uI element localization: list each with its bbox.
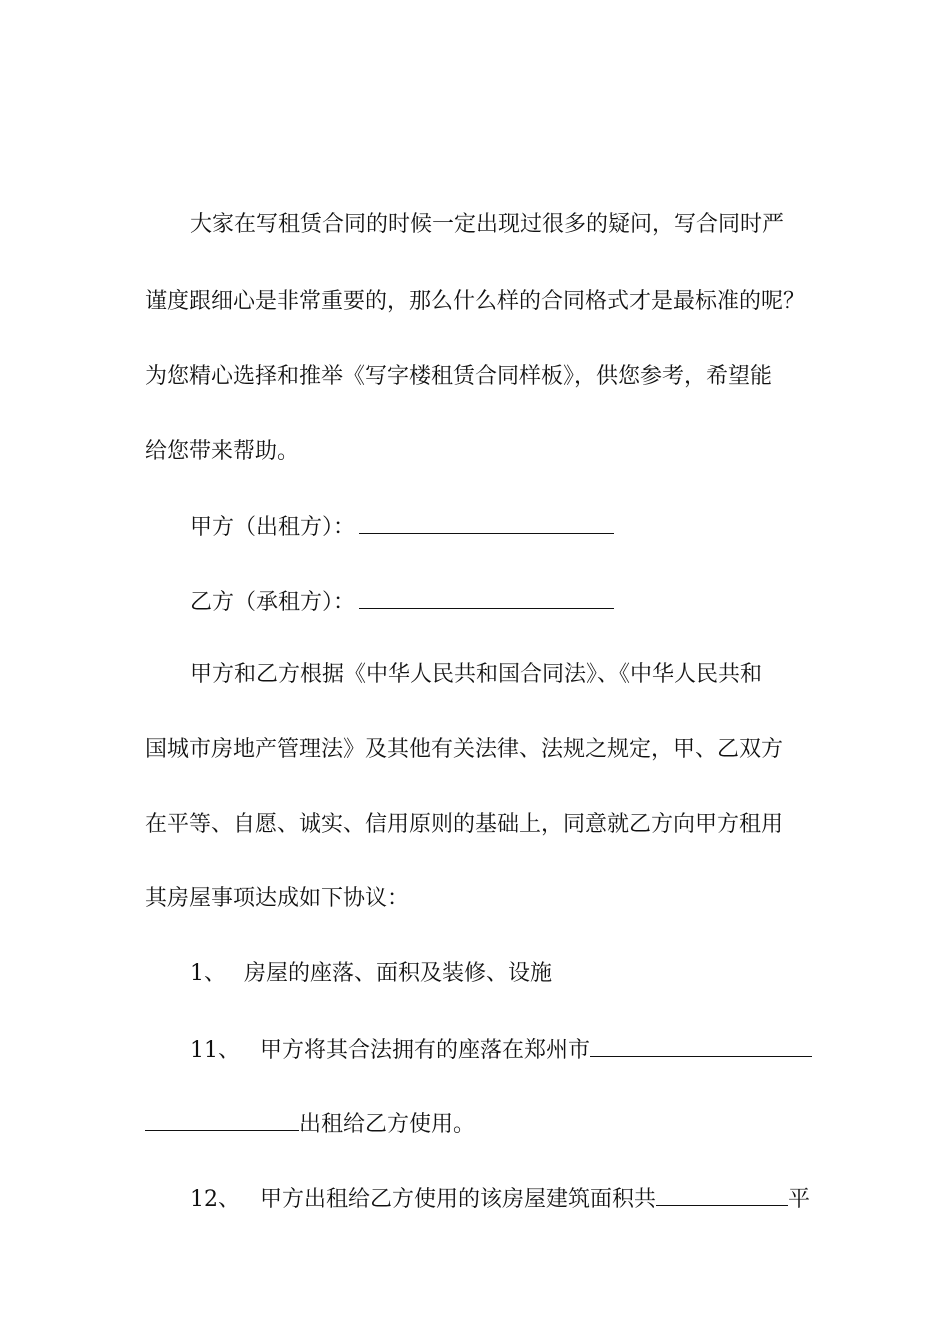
clause-11-number: 11、 <box>190 1038 240 1063</box>
party-b-row <box>190 586 870 618</box>
clause-11-line-1 <box>190 1034 870 1066</box>
clause-11-address-blank <box>590 1034 812 1057</box>
clause-11-text: 甲方将其合法拥有的座落在郑州市 <box>260 1038 591 1063</box>
section-1-number: 1、 <box>190 961 226 986</box>
intro-line-3: 为您精心选择和推举《写字楼租赁合同样板》，供您参考，希望能 <box>145 364 773 389</box>
party-a-label: 甲方（出租方）： <box>190 515 356 540</box>
clause-12-number: 12、 <box>190 1187 240 1212</box>
clause-11-text-after: 出租给乙方使用。 <box>299 1112 476 1137</box>
basis-line-3: 在平等、自愿、诚实、信用原则的基础上，同意就乙方向甲方租用 <box>145 812 784 837</box>
basis-line-2: 国城市房地产管理法》及其他有关法律、法规之规定，甲、乙双方 <box>145 737 784 762</box>
clause-12-text-after: 平 <box>788 1187 811 1212</box>
party-a-row <box>190 511 870 543</box>
basis-line-1: 甲方和乙方根据《中华人民共和国合同法》、《中华人民共和 <box>190 662 763 687</box>
party-b-label: 乙方（承租方）： <box>190 590 356 615</box>
clause-12-area-blank <box>656 1183 788 1206</box>
clause-11-address-blank-continued <box>145 1108 299 1131</box>
intro-line-1: 大家在写租赁合同的时候一定出现过很多的疑问，写合同时严 <box>190 212 785 237</box>
party-a-blank <box>359 511 614 534</box>
party-b-blank <box>359 586 614 609</box>
clause-12-line-1 <box>190 1183 870 1215</box>
clause-11-line-2 <box>145 1108 825 1140</box>
section-1-heading <box>190 959 870 989</box>
section-1-title: 房屋的座落、面积及装修、设施 <box>244 961 553 986</box>
basis-line-4: 其房屋事项达成如下协议： <box>145 886 410 911</box>
intro-line-2: 谨度跟细心是非常重要的，那么什么样的合同格式才是最标准的呢？ <box>145 289 806 314</box>
intro-line-4: 给您带来帮助。 <box>145 439 300 464</box>
clause-12-text: 甲方出租给乙方使用的该房屋建筑面积共 <box>260 1187 657 1212</box>
